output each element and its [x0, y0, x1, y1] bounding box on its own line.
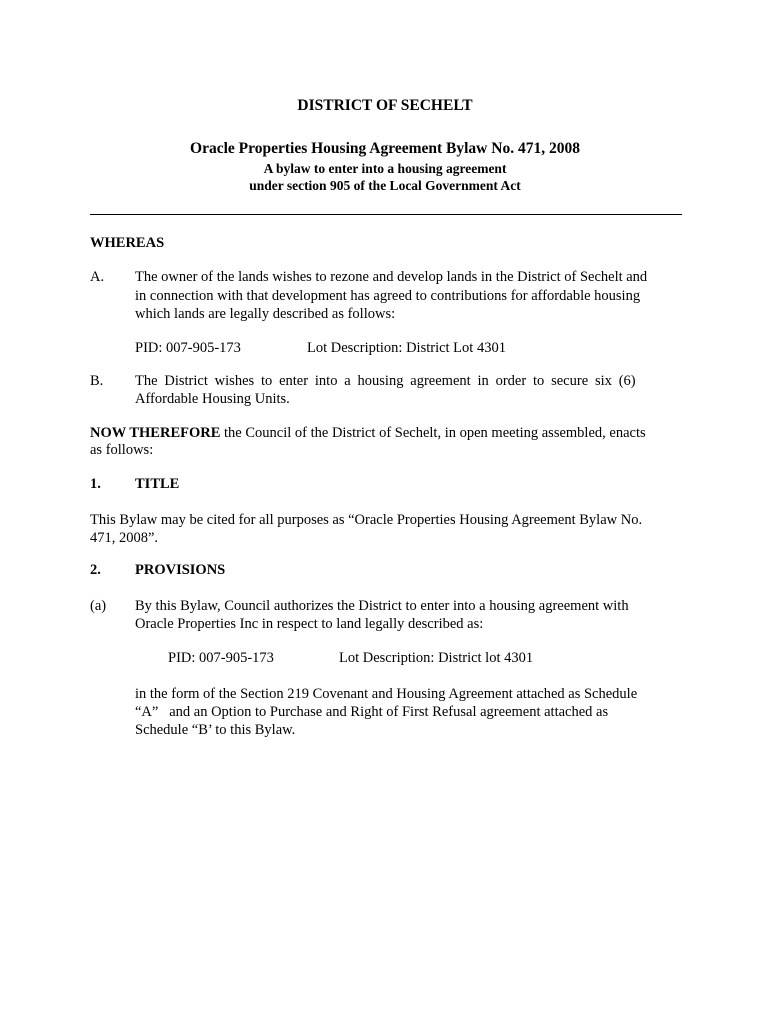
subtitle-line-2: under section 905 of the Local Government Act — [249, 178, 521, 193]
recital-b-line-1: The District wishes to enter into a housing agreement in order to secure six (6) — [135, 373, 636, 389]
recital-a-lot: Lot Description: District Lot 4301 — [307, 340, 506, 356]
section-2a-line-1: By this Bylaw, Council authorizes the District to enter into a housing agreement with — [135, 598, 629, 614]
enacting-clause-line-1 — [90, 424, 646, 442]
recital-a-pid: PID: 007-905-173 — [135, 340, 241, 356]
section-2a-lot: Lot Description: District lot 4301 — [339, 650, 534, 666]
section-1-line-1: This Bylaw may be cited for all purposes as “Oracle Properties Housing Agreement Bylaw No. — [90, 512, 643, 528]
header-divider — [90, 214, 682, 215]
section-2a-cont-line-2: “A” and an Option to Purchase and Right of First Refusal agreement attached as — [135, 704, 609, 720]
section-1-number: 1. — [90, 476, 101, 492]
recital-a-line-2: in connection with that development has agreed to contributions for affordable housing — [135, 288, 641, 304]
recital-b-line-2: Affordable Housing Units. — [135, 391, 290, 407]
section-2a-cont-line-1: in the form of the Section 219 Covenant and Housing Agreement attached as Schedule — [135, 686, 638, 702]
section-2-heading: PROVISIONS — [135, 562, 226, 578]
subtitle-line-1: A bylaw to enter into a housing agreement — [263, 161, 507, 176]
recital-a-line-1: The owner of the lands wishes to rezone and develop lands in the District of Sechelt and — [135, 269, 648, 285]
district-heading: DISTRICT OF SECHELT — [297, 97, 473, 114]
section-1-line-2: 471, 2008”. — [90, 530, 159, 546]
enacting-clause-text: the Council of the District of Sechelt, in open meeting assembled, enacts — [220, 425, 646, 441]
enacting-clause-line-2: as follows: — [90, 442, 154, 458]
now-therefore: NOW THEREFORE — [90, 425, 221, 441]
recital-a-marker: A. — [90, 269, 105, 285]
recital-b-marker: B. — [90, 373, 104, 389]
whereas-heading: WHEREAS — [90, 235, 165, 251]
section-2a-line-2: Oracle Properties Inc in respect to land legally described as: — [135, 616, 484, 632]
section-1-heading: TITLE — [135, 476, 180, 492]
bylaw-title: Oracle Properties Housing Agreement Bylaw No. 471, 2008 — [190, 140, 580, 157]
section-2-number: 2. — [90, 562, 101, 578]
section-2a-cont-line-3: Schedule “B’ to this Bylaw. — [135, 722, 296, 738]
section-2a-pid: PID: 007-905-173 — [168, 650, 274, 666]
section-2a-marker: (a) — [90, 598, 107, 614]
recital-a-line-3: which lands are legally described as follows: — [135, 306, 396, 322]
